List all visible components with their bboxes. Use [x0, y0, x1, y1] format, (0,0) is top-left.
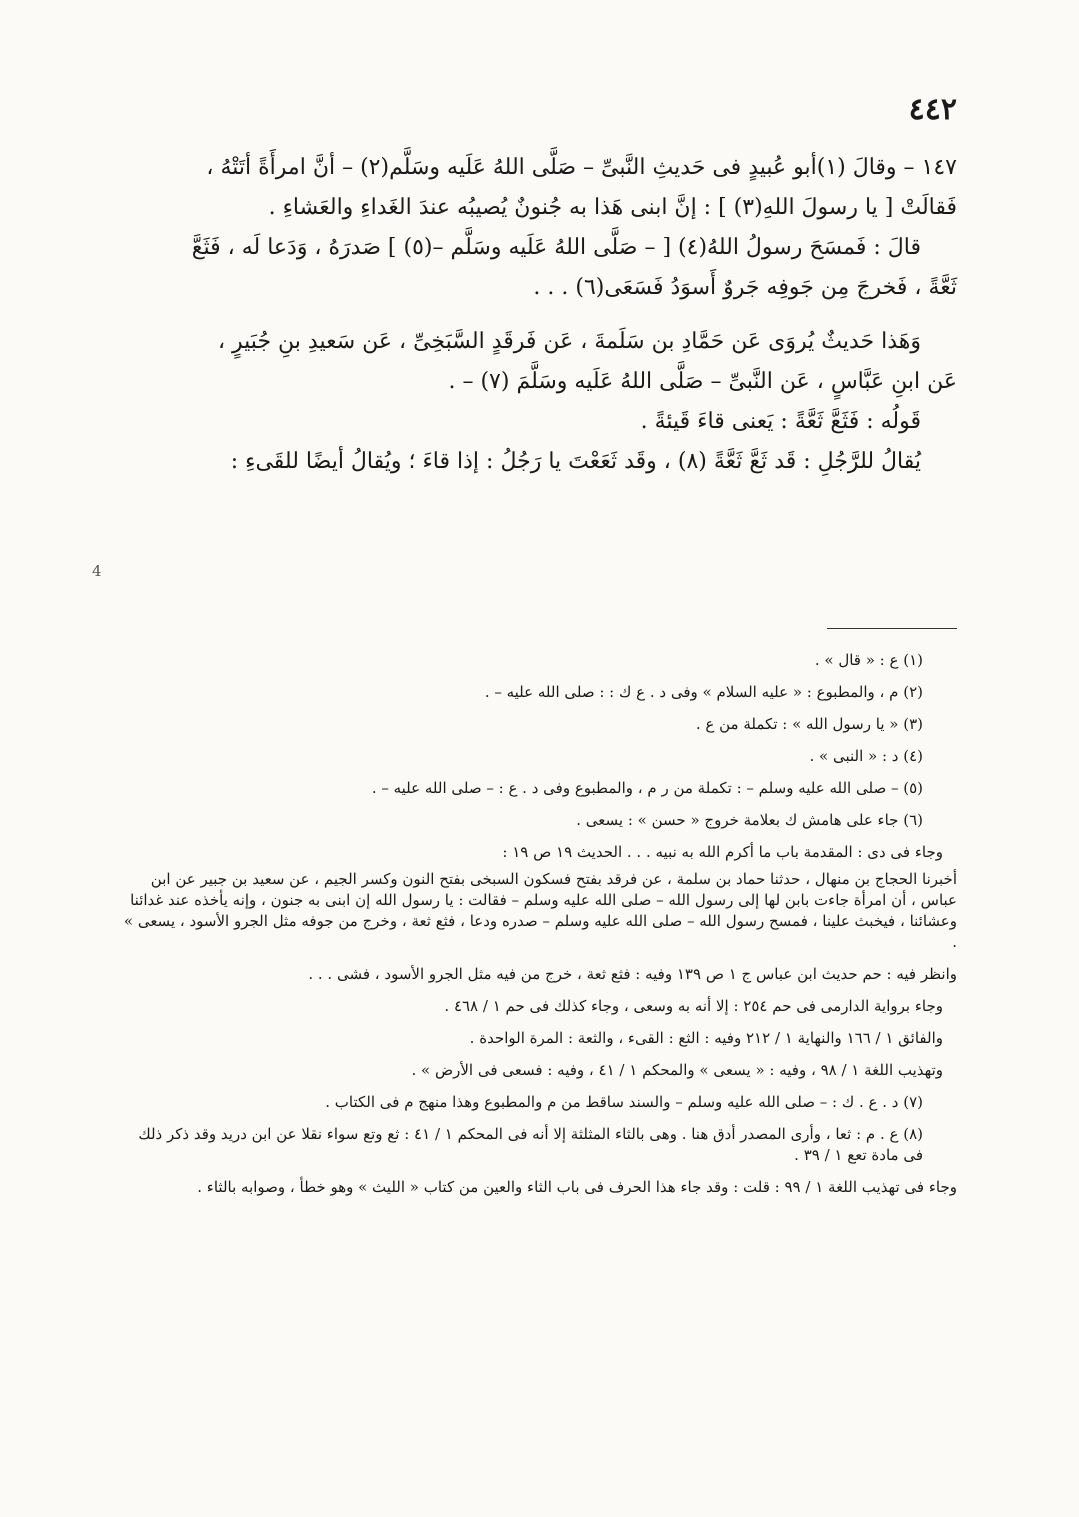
footnote: وانظر فيه : حم حديث ابن عباس ج ١ ص ١٣٩ وفيه : فثع ثعة ، خرج من فيه مثل الجرو الأسود ، فشى . . . [308, 965, 957, 983]
main-line: قالَ : فَمسَحَ رسولُ اللهُ(٤) [ – صَلَّى اللهُ عَلَيه وسَلَّم –(٥) ] صَدرَهُ ، وَدَعا لَه ، فَثَعَّ [191, 235, 921, 260]
main-line: عَن ابنِ عَبَّاسٍ ، عَن النَّبىِّ – صَلَّى اللهُ عَلَيه وسَلَّمَ (٧) – . [448, 369, 957, 394]
margin-mark: 4 [92, 562, 102, 580]
footnote: وجاء فى دى : المقدمة باب ما أكرم الله به نبيه . . . الحديث ١٩ ص ١٩ : [502, 843, 943, 861]
footnote: (٨) ع . م : ثعا ، وأرى المصدر أدق هنا . وهى بالثاء المثلثة إلا أنه فى المحكم ١ / ٤١ : ثع وتع سواء نقلا عن ابن دريد وقد ذكر ذلك فى مادة تعع ١ / ٣٩ . [138, 1125, 923, 1164]
page-number: ٤٤٢ [908, 92, 957, 127]
footnote: وتهذيب اللغة ١ / ٩٨ ، وفيه : « يسعى » والمحكم ١ / ٤١ ، وفيه : فسعى فى الأرض » . [411, 1061, 943, 1079]
footnote: (٢) م ، والمطبوع : « عليه السلام » وفى د . ع ك : : صلى الله عليه – . [484, 683, 923, 701]
main-text [118, 148, 957, 482]
footnote: (٦) جاء على هامش ك بعلامة خروج « حسن » : يسعى . [576, 811, 923, 829]
footnote-quote: أخبرنا الحجاج بن منهال ، حدثنا حماد بن سلمة ، عن فرقد بفتح فسكون السبخى بفتح النون وكسر الجيم ، عن سعيد بن جبير عن ابن عباس ، أن امرأة جاءت بابن لها إلى رسول الله – صلى الله عليه وسلم – فقالت : يا رسول الله إن ابنى به جنون ، وإنه يأخذه عند غدائنا وعشائنا ، فيخبث علينا ، فمسح رسول الله – صلى الله عليه وسلم – صدره ودعا ، فثع ثعة ، وخرج من جوفه مثل الجرو الأسود ، يسعى » . [123, 870, 957, 951]
footnote: وجاء فى تهذيب اللغة ١ / ٩٩ : قلت : وقد جاء هذا الحرف فى باب الثاء والعين من كتاب « الليث » وهو خطأ ، وصوابه بالثاء . [197, 1178, 957, 1196]
main-line: وَهَذا حَديثٌ يُروَى عَن حَمَّادِ بن سَلَمةَ ، عَن فَرقَدٍ السَّبَخِىِّ ، عَن سَعيدِ بنِ جُبَيرٍ ، [217, 329, 921, 354]
main-line: قَولُه : فَثَعَّ ثَعَّةً : يَعنى قاءَ قَيئةً . [640, 409, 921, 434]
footnote-divider [827, 628, 957, 629]
footnote: (٤) د : « النبى » . [809, 747, 923, 765]
main-line: فَقالَتْ [ يا رسولَ اللهِ(٣) ] : إنَّ ابنى هَذا به جُنونٌ يُصيبُه عندَ الغَداءِ والعَشاءِ . [268, 195, 957, 220]
footnotes [116, 650, 957, 1209]
footnote: وجاء برواية الدارمى فى حم ٢٥٤ : إلا أنه به وسعى ، وجاء كذلك فى حم ١ / ٤٦٨ . [444, 997, 943, 1015]
footnote: والفائق ١ / ١٦٦ والنهاية ١ / ٢١٢ وفيه : الثع : القىء ، والثعة : المرة الواحدة . [469, 1029, 943, 1047]
footnote: (١) ع : « قال » . [814, 651, 923, 669]
footnote: (٣) « يا رسول الله » : تكملة من ع . [695, 715, 923, 733]
footnote: (٥) – صلى الله عليه وسلم – : تكملة من ر م ، والمطبوع وفى د . ع : – صلى الله عليه – . [371, 779, 923, 797]
footnote: (٧) د . ع . ك : – صلى الله عليه وسلم – والسند ساقط من م والمطبوع وهذا منهج م فى الكتاب . [325, 1093, 923, 1111]
main-line: ١٤٧ – وقالَ (١)أبو عُبيدٍ فى حَديثِ النَّبىِّ – صَلَّى اللهُ عَلَيه وسَلَّم(٢) – أنَّ امرأَةً أتَتْهُ ، [206, 155, 957, 180]
main-line: يُقالُ للرَّجُلِ : قَد ثَعَّ ثَعَّةً (٨) ، وقَد ثَعَعْتَ يا رَجُلُ : إذا قاءَ ؛ ويُقالُ أيضًا للقَىءِ : [230, 449, 921, 474]
main-line: ثَعَّةً ، فَخرجَ مِن جَوفِه جَروٌ أَسوَدُ فَسَعَى(٦) . . . [533, 275, 957, 300]
